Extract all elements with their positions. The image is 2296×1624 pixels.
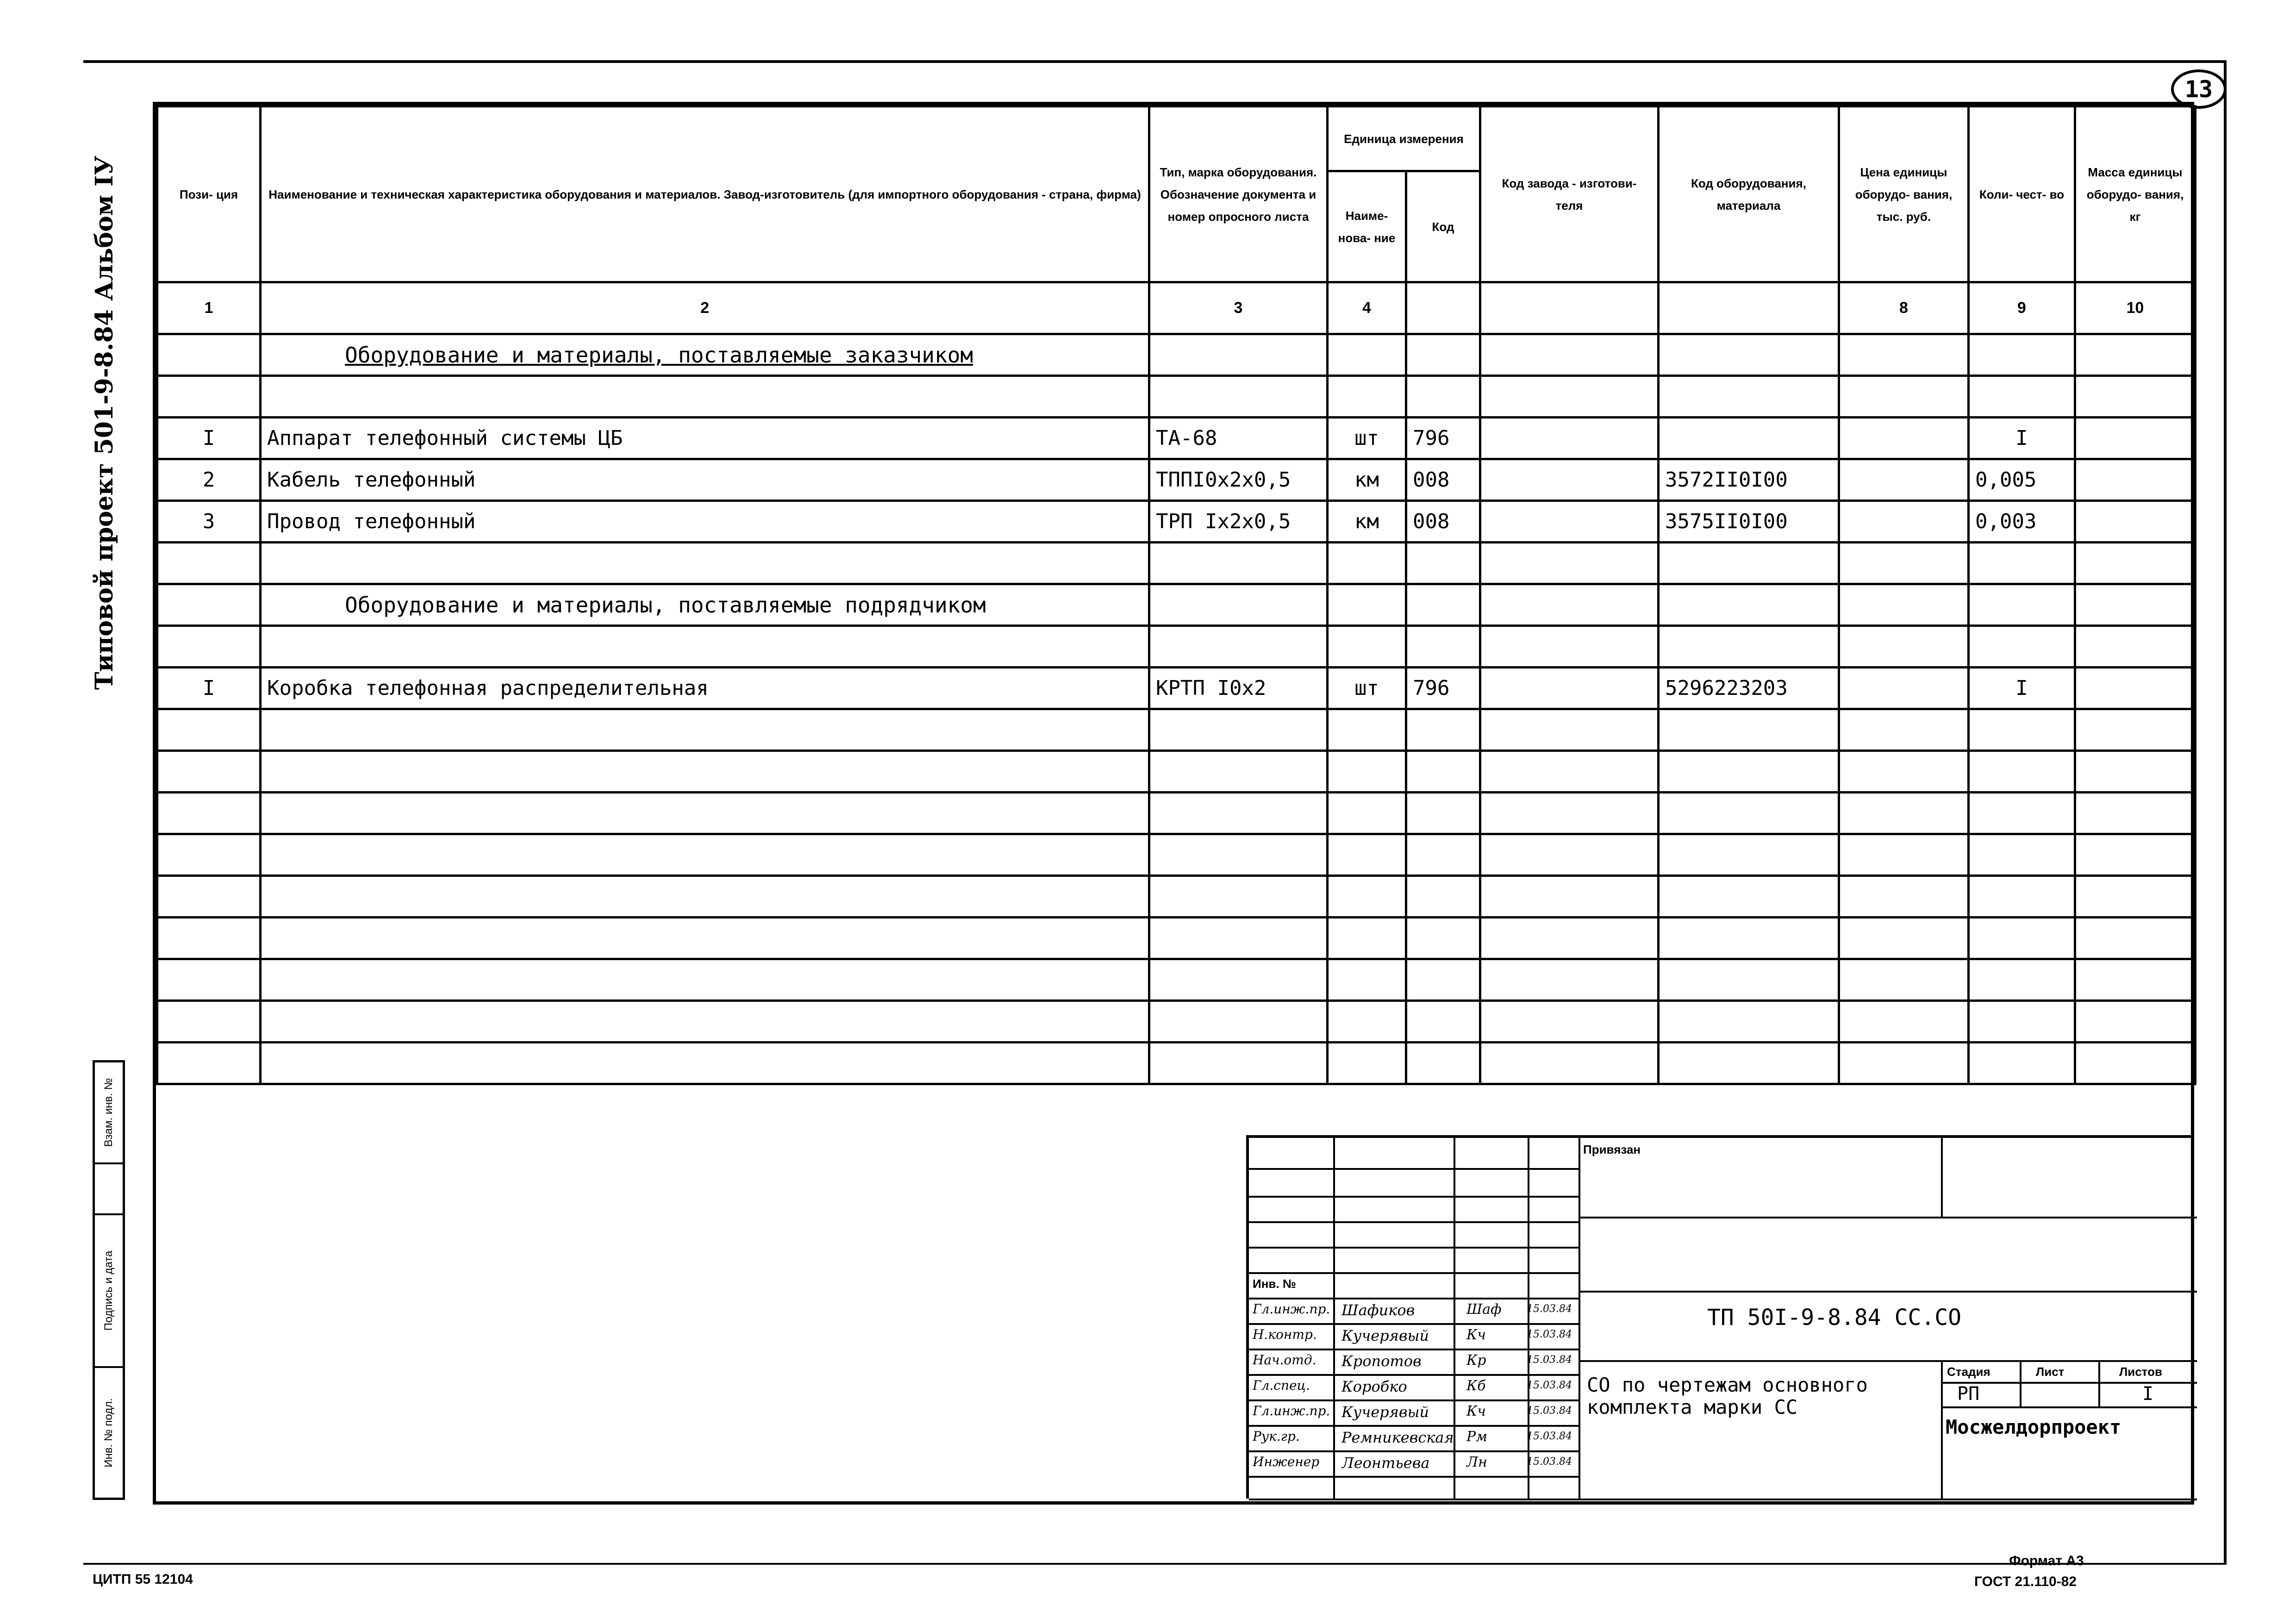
signature-name: Кучерявый [1341, 1327, 1429, 1344]
signature-row [1249, 1399, 1578, 1425]
table-row [157, 668, 2196, 709]
privyazan-label: Привязан [1583, 1143, 1641, 1156]
side-cell-signature [95, 1215, 123, 1368]
title-block [1246, 1135, 2194, 1499]
side-cell-label: Подпись и дата [102, 1250, 115, 1331]
row-type: ТРП Ix2x0,5 [1149, 501, 1328, 543]
signature-row [1249, 1374, 1578, 1399]
row-unit-code: 008 [1406, 459, 1480, 501]
signature-row [1249, 1349, 1578, 1374]
col-number: 8 [1839, 282, 1969, 334]
section-customer: Оборудование и материалы, поставляемые заказчиком [261, 334, 1149, 376]
row-position: 2 [157, 459, 261, 501]
row-material-code [1659, 418, 1839, 459]
signature-name: Коробко [1341, 1378, 1407, 1395]
col-number [1659, 282, 1839, 334]
signature-role: Нач.отд. [1253, 1352, 1316, 1368]
signature-date: 15.03.84 [1527, 1354, 1572, 1366]
signature-date: 15.03.84 [1527, 1329, 1572, 1340]
table-row [157, 501, 2196, 543]
side-cell-original [95, 1368, 123, 1498]
row-unit: шт [1328, 418, 1406, 459]
sheet-label: Лист [2036, 1365, 2065, 1379]
col-number: 3 [1149, 282, 1328, 334]
signature-role: Гл.спец. [1253, 1378, 1310, 1393]
row-unit: км [1328, 459, 1406, 501]
header-unit: Единица измерения [1328, 106, 1480, 171]
signature-date: 15.03.84 [1527, 1405, 1572, 1417]
header-quantity: Коли- чест- во [1969, 106, 2075, 282]
signature-row [1249, 1425, 1578, 1450]
row-unit-code: 008 [1406, 501, 1480, 543]
signature-mark: Шаф [1466, 1301, 1502, 1318]
row-quantity: 0,005 [1969, 459, 2075, 501]
header-material-code: Код оборудования, материала [1659, 106, 1839, 282]
signature-role: Н.контр. [1253, 1327, 1317, 1342]
signature-name: Леонтьева [1341, 1454, 1430, 1472]
sheets-label: Листов [2119, 1365, 2162, 1379]
signature-mark: Кр [1466, 1352, 1486, 1368]
col-number: 2 [261, 282, 1149, 334]
row-material-code: 5296223203 [1659, 668, 1839, 709]
row-quantity: I [1969, 418, 2075, 459]
section-row [157, 334, 2196, 376]
signature-date: 15.03.84 [1527, 1456, 1572, 1468]
section-row [157, 584, 2196, 626]
signature-name: Ремникевская [1341, 1429, 1454, 1446]
signature-role: Гл.инж.пр. [1253, 1403, 1330, 1418]
row-type: ТА-68 [1149, 418, 1328, 459]
footer-format: Формат А3 [2009, 1553, 2084, 1568]
col-number [1480, 282, 1659, 334]
row-quantity: I [1969, 668, 2075, 709]
side-cell-label: Взам. инв. № [102, 1078, 115, 1147]
row-name: Аппарат телефонный системы ЦБ [261, 418, 1149, 459]
specification-table [156, 105, 2196, 1085]
document-title: СО по чертежам основного комплекта марки СС [1587, 1374, 1868, 1418]
sheet-number: 13 [2171, 69, 2227, 109]
signature-mark: Кч [1466, 1327, 1486, 1343]
signature-role: Гл.инж.пр. [1253, 1301, 1330, 1317]
row-unit-code: 796 [1406, 418, 1480, 459]
signature-role: Инженер [1253, 1454, 1320, 1469]
signature-mark: Кб [1466, 1378, 1486, 1394]
side-stamp-box [93, 1060, 125, 1500]
col-number: 4 [1328, 282, 1406, 334]
header-unit-code: Код [1406, 171, 1480, 282]
row-quantity: 0,003 [1969, 501, 2075, 543]
signature-mark: Лн [1466, 1454, 1487, 1470]
signature-row [1249, 1323, 1578, 1349]
side-project-title: Типовой проект 501-9-8.84 Альбом IУ [90, 156, 119, 690]
header-unit-name: Наиме- нова- ние [1328, 171, 1406, 282]
row-position: 3 [157, 501, 261, 543]
signature-name: Кучерявый [1341, 1403, 1429, 1421]
signature-date: 15.03.84 [1527, 1303, 1572, 1315]
header-position: Пози- ция [157, 106, 261, 282]
table-row [157, 459, 2196, 501]
document-code: ТП 50I-9-8.84 СС.СО [1707, 1305, 1962, 1330]
stage-value: РП [1957, 1383, 1980, 1405]
signature-date: 15.03.84 [1527, 1380, 1572, 1391]
inv-number-label: Инв. № [1253, 1277, 1296, 1291]
signature-row [1249, 1450, 1578, 1476]
col-number [1406, 282, 1480, 334]
row-name: Коробка телефонная распределительная [261, 668, 1149, 709]
signature-name: Шафиков [1341, 1301, 1415, 1319]
row-unit: шт [1328, 668, 1406, 709]
row-unit-code: 796 [1406, 668, 1480, 709]
row-name: Кабель телефонный [261, 459, 1149, 501]
row-material-code: 3575II0I00 [1659, 501, 1839, 543]
side-cell-replaced [95, 1062, 123, 1164]
header-mass: Масса единицы оборудо- вания, кг [2075, 106, 2196, 282]
row-type: КРТП I0x2 [1149, 668, 1328, 709]
side-cell-label: Инв. № подл. [102, 1398, 115, 1468]
stage-label: Стадия [1947, 1365, 1990, 1379]
signature-role: Рук.гр. [1253, 1429, 1300, 1444]
table-row [157, 418, 2196, 459]
organization-name: Мосжелдорпроект [1946, 1416, 2121, 1438]
signature-mark: Рм [1466, 1429, 1488, 1445]
section-contractor: Оборудование и материалы, поставляемые подрядчиком [261, 584, 1149, 626]
signature-name: Кропотов [1341, 1352, 1422, 1370]
signature-date: 15.03.84 [1527, 1430, 1572, 1442]
signature-mark: Кч [1466, 1403, 1486, 1419]
signature-row [1249, 1298, 1578, 1323]
header-name: Наименование и техническая характеристика оборудования и материалов. Завод-изготовитель (для импортного оборудования - страна, фирма) [261, 106, 1149, 282]
col-number: 1 [157, 282, 261, 334]
side-cell-inv [95, 1164, 123, 1215]
col-number: 10 [2075, 282, 2196, 334]
footer-left: ЦИТП 55 12104 [93, 1572, 193, 1587]
footer-gost: ГОСТ 21.110-82 [1974, 1574, 2077, 1589]
row-position: I [157, 668, 261, 709]
row-unit: км [1328, 501, 1406, 543]
row-material-code: 3572II0I00 [1659, 459, 1839, 501]
row-name: Провод телефонный [261, 501, 1149, 543]
row-type: ТППI0x2x0,5 [1149, 459, 1328, 501]
col-number: 9 [1969, 282, 2075, 334]
sheets-value: I [2142, 1383, 2154, 1405]
header-factory-code: Код завода - изготови- теля [1480, 106, 1659, 282]
row-position: I [157, 418, 261, 459]
header-price: Цена единицы оборудо- вания, тыс. руб. [1839, 106, 1969, 282]
header-type: Тип, марка оборудования. Обозначение документа и номер опросного листа [1149, 106, 1328, 282]
